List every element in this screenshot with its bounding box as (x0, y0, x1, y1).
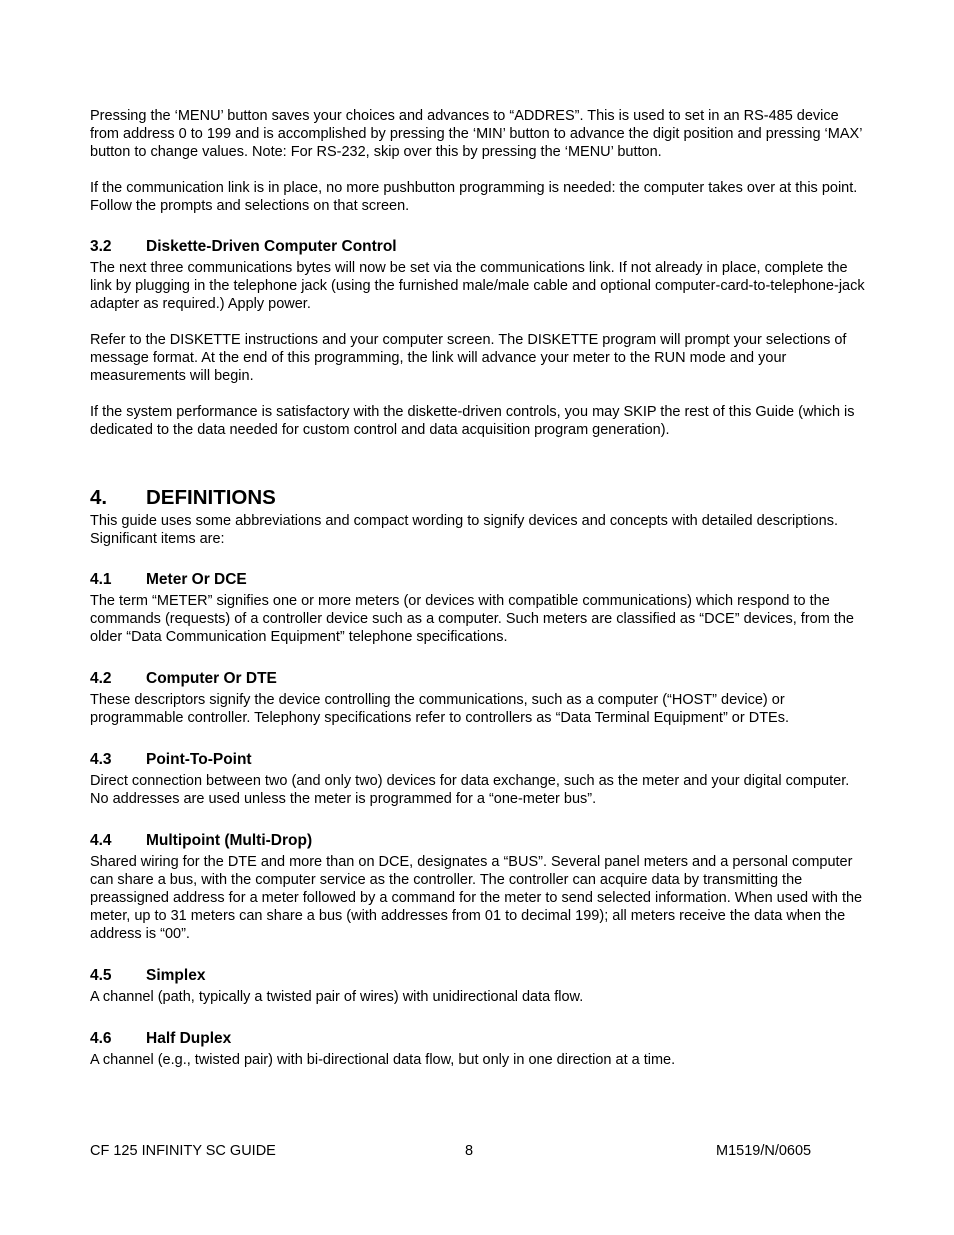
section-number: 4.4 (90, 832, 112, 849)
paragraph: The term “METER” signifies one or more meters (or devices with compatible communications) which respond to the commands (requests) of a controller device such as a computer. Such meters are classified as “DCE” devices, from the older “Data Communication Equipment” telephone specifications. (90, 593, 854, 645)
section-title: Multipoint (Multi-Drop) (146, 832, 313, 849)
section-heading-4-3 (90, 750, 870, 770)
section-number: 4.1 (90, 571, 112, 588)
paragraph: The next three communications bytes will now be set via the communications link. If not already in place, complete the link by plugging in the telephone jack (using the furnished male/male cable and optional computer-card-to-telephone-jack adapter as required.) Apply power. (90, 260, 865, 312)
paragraph: Refer to the DISKETTE instructions and your computer screen. The DISKETTE program will prompt your selections of message format. At the end of this programming, the link will advance your meter to the RUN mode and your measurements will begin. (90, 332, 847, 384)
section-heading-4 (90, 485, 870, 511)
paragraph: A channel (path, typically a twisted pair of wires) with unidirectional data flow. (90, 989, 584, 1005)
section-title: Meter Or DCE (146, 571, 247, 588)
section-title: Diskette-Driven Computer Control (146, 238, 397, 255)
section-heading-4-5 (90, 966, 870, 986)
section-heading-4-1 (90, 570, 870, 590)
section-title: Computer Or DTE (146, 670, 277, 687)
section-number: 4. (90, 486, 108, 509)
paragraph: If the communication link is in place, no more pushbutton programming is needed: the computer takes over at this point. Follow the prompts and selections on that screen. (90, 180, 858, 214)
section-number: 4.6 (90, 1030, 112, 1047)
section-number: 4.5 (90, 967, 112, 984)
section-heading-3-2 (90, 237, 870, 257)
paragraph: These descriptors signify the device controlling the communications, such as a computer (“HOST” device) or programmable controller. Telephony specifications refer to controllers as “Data Terminal Equipment” or DTEs. (90, 692, 789, 726)
paragraph: Direct connection between two (and only two) devices for data exchange, such as the meter and your digital computer. No addresses are used unless the meter is programmed for a “one-meter bus”. (90, 773, 850, 807)
page-body (90, 107, 870, 1069)
section-title: Simplex (146, 967, 206, 984)
paragraph: A channel (e.g., twisted pair) with bi-directional data flow, but only in one direction at a time. (90, 1052, 676, 1068)
paragraph: Pressing the ‘MENU’ button saves your choices and advances to “ADDRES”. This is used to set in an RS-485 device from address 0 to 199 and is accomplished by pressing the ‘MIN’ button to advance the digit position and pressing ‘MAX’ button to change values. Note: For RS-232, skip over this by pressing the ‘MENU’ button. (90, 108, 862, 160)
section-number: 4.3 (90, 751, 112, 768)
footer-document-code: M1519/N/0605 (716, 1143, 812, 1159)
section-title: Half Duplex (146, 1030, 232, 1047)
footer-document-title: CF 125 INFINITY SC GUIDE (90, 1143, 276, 1159)
section-number: 3.2 (90, 238, 112, 255)
paragraph: This guide uses some abbreviations and compact wording to signify devices and concepts with detailed descriptions. Significant items are: (90, 513, 838, 547)
section-heading-4-2 (90, 669, 870, 689)
paragraph: If the system performance is satisfactory with the diskette-driven controls, you may SKIP the rest of this Guide (which is dedicated to the data needed for custom control and data acquisition program generation). (90, 404, 855, 438)
section-heading-4-4 (90, 831, 870, 851)
section-title: Point-To-Point (146, 751, 252, 768)
footer-page-number: 8 (465, 1143, 474, 1159)
section-heading-4-6 (90, 1029, 870, 1049)
paragraph: Shared wiring for the DTE and more than on DCE, designates a “BUS”. Several panel meters and a personal computer can share a bus, with the computer service as the controller. The controller can acquire data by transmitting the preassigned address for a meter followed by a command for the meter to send selected information. When used with the meter, up to 31 meters can share a bus (with addresses from 01 to decimal 199); all meters receive the data when the address is “00”. (90, 854, 863, 942)
section-title: DEFINITIONS (146, 486, 276, 509)
section-number: 4.2 (90, 670, 112, 687)
